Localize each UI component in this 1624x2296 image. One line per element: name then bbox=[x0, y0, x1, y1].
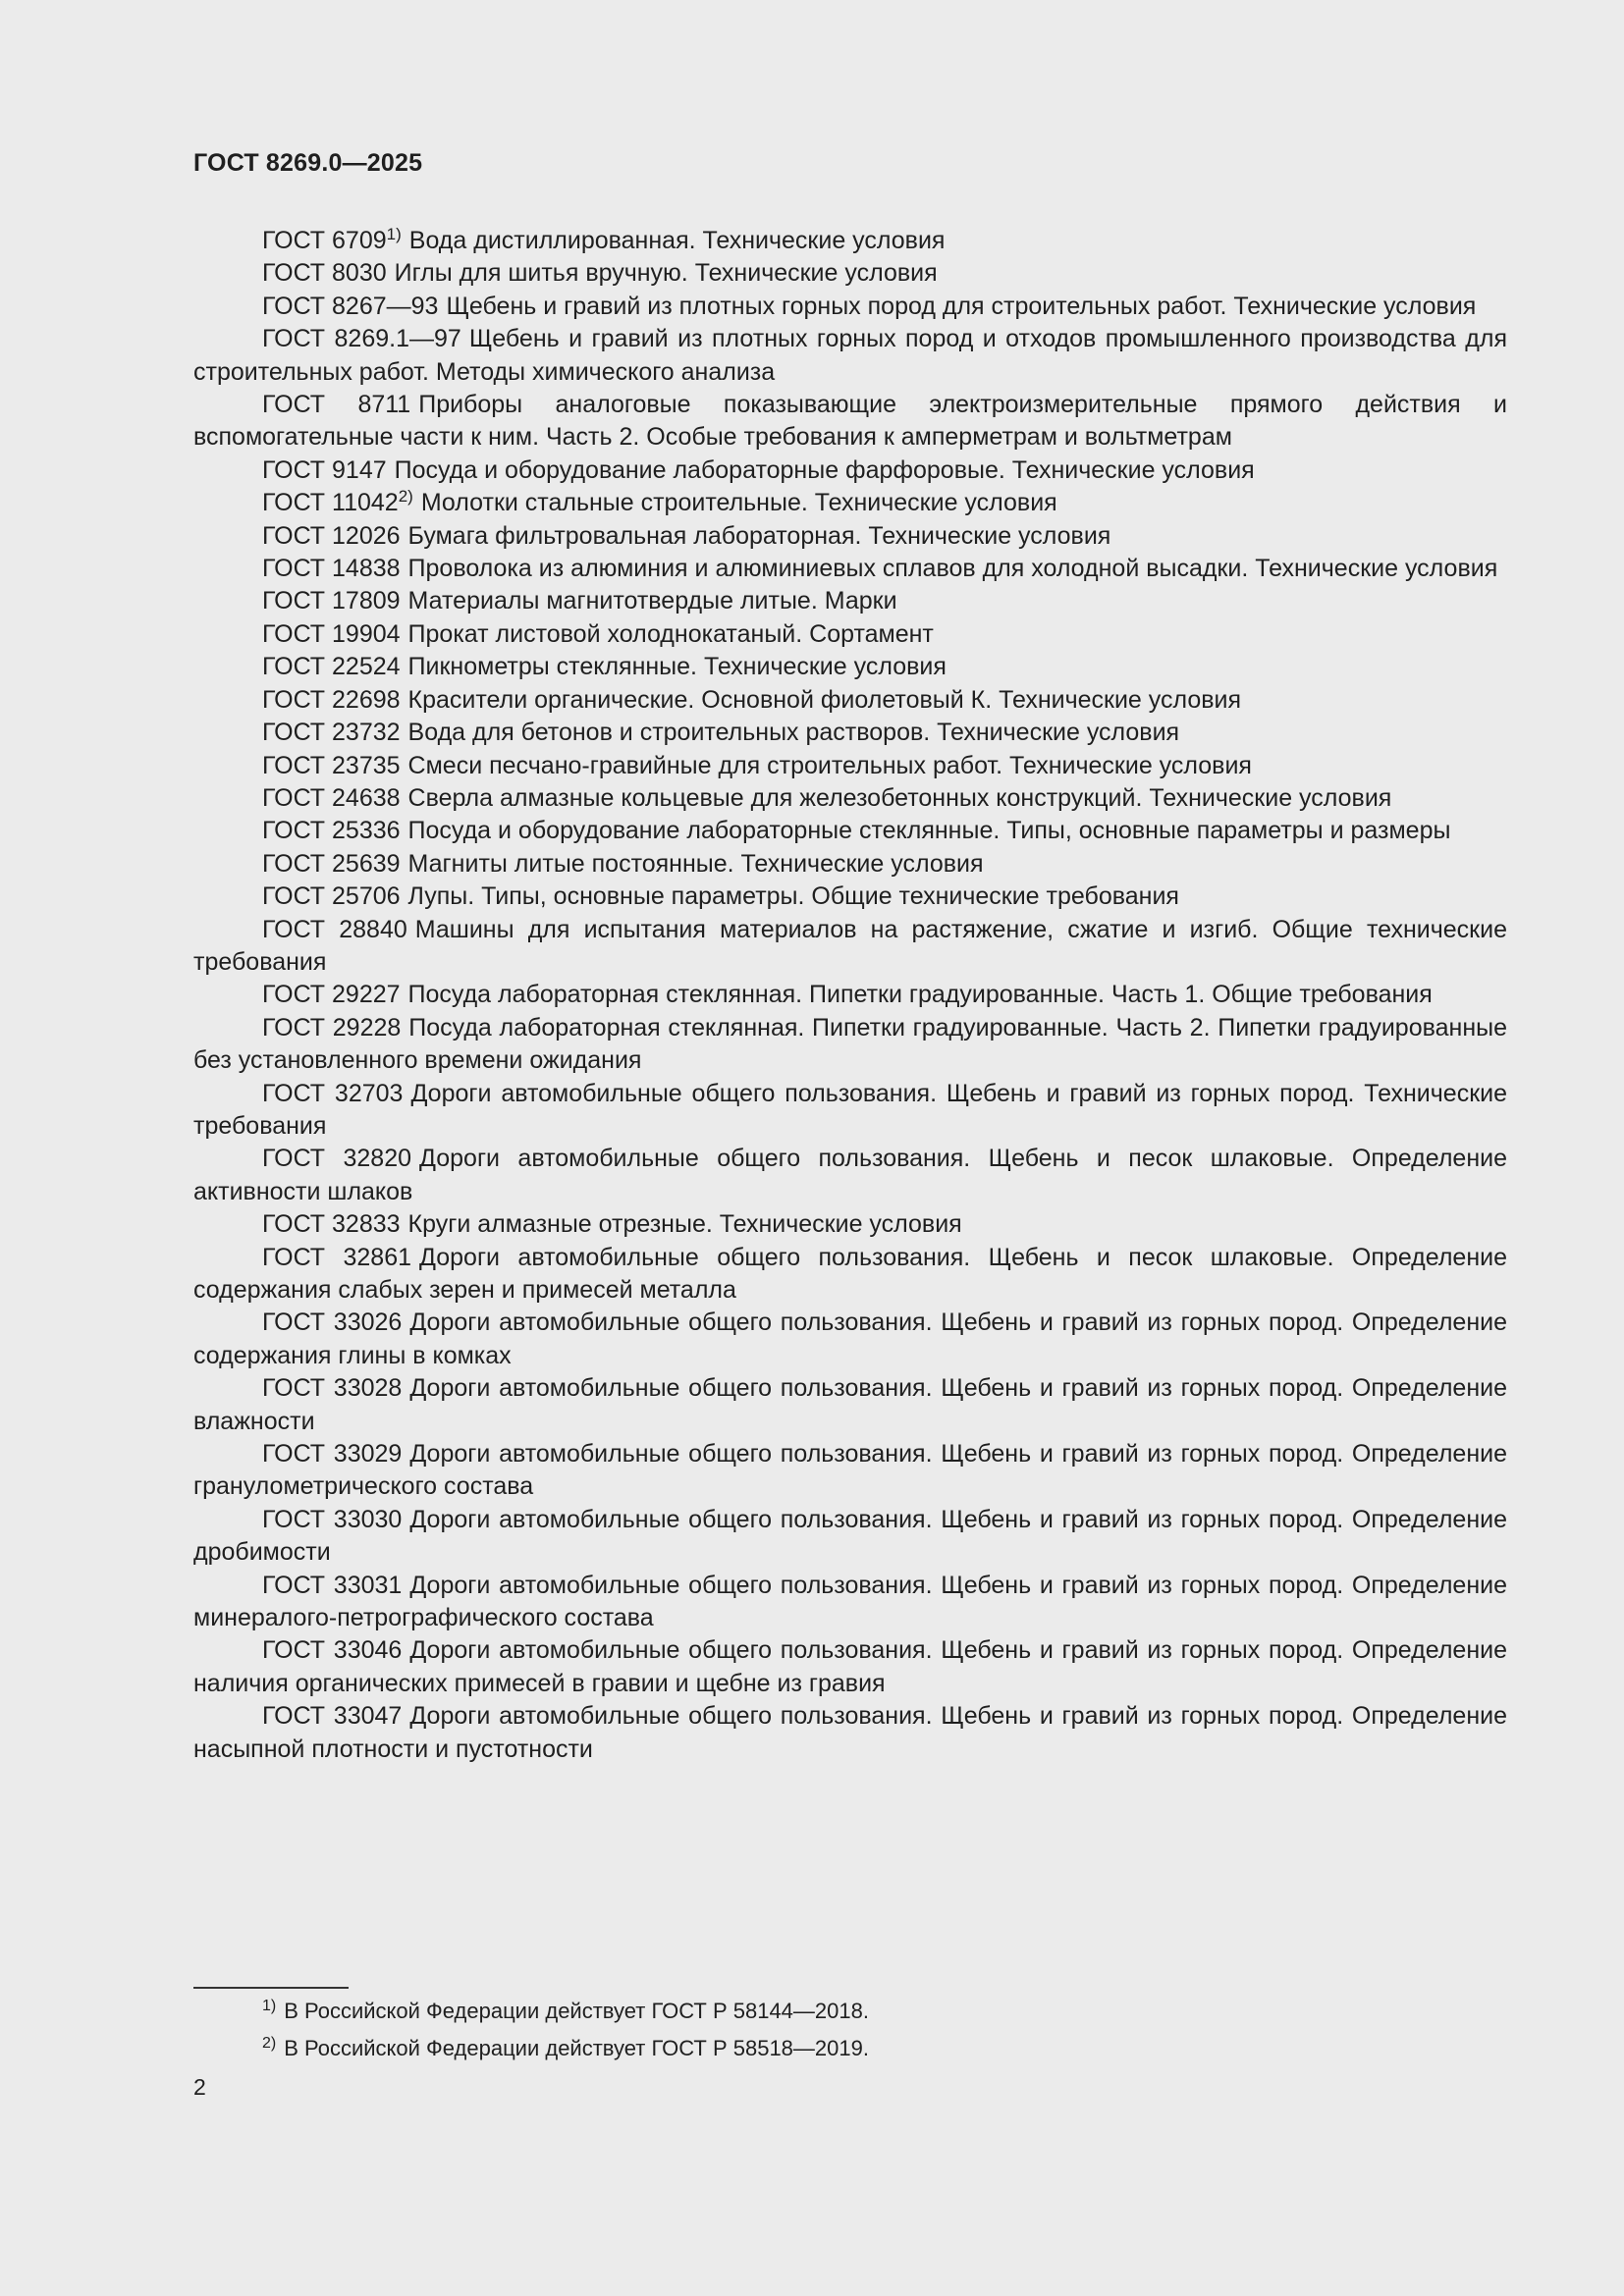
reference-title: Смеси песчано-гравийные для строительных работ. Технические условия bbox=[407, 751, 1252, 779]
footnote-marker: 1) bbox=[386, 225, 402, 243]
reference-title: Дороги автомобильные общего пользования. Щебень и гравий из горных пород. Определение насыпной плотности и пустотности bbox=[193, 1702, 1507, 1763]
reference-code: ГОСТ 9147 bbox=[262, 455, 387, 484]
reference-item bbox=[193, 225, 1507, 257]
reference-title: Посуда и оборудование лабораторные стеклянные. Типы, основные параметры и размеры bbox=[407, 817, 1451, 845]
reference-code: ГОСТ 8269.1—97 bbox=[262, 325, 461, 353]
reference-code: ГОСТ 33047 bbox=[262, 1702, 403, 1731]
footnote-text: В Российской Федерации действует ГОСТ Р 58144—2018. bbox=[284, 1999, 869, 2023]
reference-title: Молотки стальные строительные. Технические условия bbox=[420, 489, 1057, 517]
reference-item bbox=[193, 881, 1507, 913]
reference-code: ГОСТ 33030 bbox=[262, 1505, 403, 1533]
reference-item bbox=[193, 618, 1507, 651]
reference-code: ГОСТ 33028 bbox=[262, 1374, 403, 1403]
reference-code: ГОСТ 22524 bbox=[262, 653, 401, 681]
reference-code: ГОСТ 28840 bbox=[262, 915, 407, 943]
reference-code: ГОСТ 29227 bbox=[262, 981, 401, 1009]
reference-title: Дороги автомобильные общего пользования. Щебень и гравий из горных пород. Определение минералого-петрографического состава bbox=[193, 1571, 1507, 1632]
reference-code: ГОСТ 19904 bbox=[262, 619, 401, 648]
reference-title: Дороги автомобильные общего пользования. Щебень и гравий из горных пород. Определение дробимости bbox=[193, 1505, 1507, 1567]
reference-item bbox=[193, 1570, 1507, 1635]
reference-item bbox=[193, 520, 1507, 553]
reference-item bbox=[193, 1372, 1507, 1438]
reference-item bbox=[193, 717, 1507, 749]
reference-item bbox=[193, 750, 1507, 782]
reference-title: Посуда и оборудование лабораторные фарфоровые. Технические условия bbox=[394, 455, 1255, 484]
reference-code: ГОСТ 32833 bbox=[262, 1210, 401, 1239]
reference-title: Магниты литые постоянные. Технические условия bbox=[407, 849, 984, 878]
reference-item bbox=[193, 1307, 1507, 1372]
footnote-text: В Российской Федерации действует ГОСТ Р 58518—2019. bbox=[284, 2036, 869, 2060]
reference-title: Дороги автомобильные общего пользования. Щебень и гравий из горных пород. Определение содержания глины в комках bbox=[193, 1308, 1507, 1369]
reference-code: ГОСТ 29228 bbox=[262, 1013, 402, 1041]
reference-code: ГОСТ 33029 bbox=[262, 1440, 403, 1468]
reference-title: Посуда лабораторная стеклянная. Пипетки градуированные. Часть 1. Общие требования bbox=[407, 981, 1433, 1009]
reference-item bbox=[193, 914, 1507, 980]
reference-title: Дороги автомобильные общего пользования. Щебень и гравий из горных пород. Определение гранулометрического состава bbox=[193, 1440, 1507, 1501]
reference-item bbox=[193, 1143, 1507, 1208]
reference-item bbox=[193, 257, 1507, 290]
reference-title: Приборы аналоговые показывающие электроизмерительные прямого действия и вспомогательные части к ним. Часть 2. Особые требования к амперметрам и вольтметрам bbox=[193, 391, 1507, 452]
reference-code: ГОСТ 25336 bbox=[262, 817, 401, 845]
reference-title: Дороги автомобильные общего пользования. Щебень и гравий из горных пород. Определение наличия органических примесей в гравии и щебне из гравия bbox=[193, 1636, 1507, 1697]
reference-item bbox=[193, 389, 1507, 454]
footnote-mark: 2) bbox=[262, 2035, 277, 2052]
reference-title: Материалы магнитотвердые литые. Марки bbox=[407, 587, 897, 615]
reference-item bbox=[193, 454, 1507, 487]
reference-title: Дороги автомобильные общего пользования. Щебень и песок шлаковые. Определение содержания слабых зерен и примесей металла bbox=[193, 1243, 1507, 1304]
reference-code: ГОСТ 17809 bbox=[262, 587, 401, 615]
footnote-item bbox=[262, 1993, 869, 2030]
reference-title: Посуда лабораторная стеклянная. Пипетки градуированные. Часть 2. Пипетки градуированные без установленного времени ожидания bbox=[193, 1013, 1507, 1075]
reference-title: Дороги автомобильные общего пользования. Щебень и гравий из горных пород. Технические требования bbox=[193, 1079, 1507, 1140]
reference-item bbox=[193, 585, 1507, 617]
reference-title: Щебень и гравий из плотных горных пород для строительных работ. Технические условия bbox=[446, 292, 1477, 320]
reference-code: ГОСТ 25639 bbox=[262, 849, 401, 878]
reference-code: ГОСТ 25706 bbox=[262, 882, 401, 911]
footnote-marker: 2) bbox=[398, 487, 413, 507]
reference-code: ГОСТ 24638 bbox=[262, 783, 401, 812]
reference-title: Иглы для шитья вручную. Технические условия bbox=[394, 259, 938, 288]
reference-title: Красители органические. Основной фиолетовый К. Технические условия bbox=[407, 685, 1242, 714]
reference-code: ГОСТ 14838 bbox=[262, 555, 401, 583]
reference-code: ГОСТ 33026 bbox=[262, 1308, 403, 1337]
footnote-mark: 1) bbox=[262, 1998, 277, 2014]
reference-item bbox=[193, 1208, 1507, 1241]
reference-item bbox=[193, 815, 1507, 847]
reference-item bbox=[193, 651, 1507, 683]
reference-item bbox=[193, 487, 1507, 519]
reference-title: Вода для бетонов и строительных растворов. Технические условия bbox=[407, 719, 1180, 747]
reference-code: ГОСТ 12026 bbox=[262, 521, 401, 550]
reference-item bbox=[193, 1078, 1507, 1144]
reference-code: ГОСТ 23732 bbox=[262, 719, 401, 747]
reference-item bbox=[193, 848, 1507, 881]
reference-title: Сверла алмазные кольцевые для железобетонных конструкций. Технические условия bbox=[407, 783, 1392, 812]
reference-title: Дороги автомобильные общего пользования. Щебень и гравий из горных пород. Определение влажности bbox=[193, 1374, 1507, 1435]
reference-code: ГОСТ 33046 bbox=[262, 1636, 403, 1665]
reference-code: ГОСТ 32703 bbox=[262, 1079, 404, 1107]
reference-title: Прокат листовой холоднокатаный. Сортамент bbox=[407, 619, 934, 648]
reference-item bbox=[193, 1438, 1507, 1504]
reference-title: Бумага фильтровальная лабораторная. Технические условия bbox=[407, 521, 1111, 550]
reference-code: ГОСТ 32820 bbox=[262, 1145, 412, 1173]
reference-item bbox=[193, 1504, 1507, 1570]
reference-title: Лупы. Типы, основные параметры. Общие технические требования bbox=[407, 882, 1179, 911]
reference-code: ГОСТ 23735 bbox=[262, 751, 401, 779]
reference-item bbox=[193, 1634, 1507, 1700]
reference-title: Машины для испытания материалов на растяжение, сжатие и изгиб. Общие технические требования bbox=[193, 915, 1507, 976]
reference-title: Щебень и гравий из плотных горных пород и отходов промышленного производства для строительных работ. Методы химического анализа bbox=[193, 325, 1507, 386]
reference-code: ГОСТ 8030 bbox=[262, 259, 387, 288]
reference-code: ГОСТ 11042 bbox=[262, 489, 399, 517]
reference-item bbox=[193, 553, 1507, 585]
reference-title: Пикнометры стеклянные. Технические условия bbox=[407, 653, 947, 681]
footnote-divider bbox=[193, 1987, 349, 1989]
reference-code: ГОСТ 8711 bbox=[262, 391, 411, 419]
reference-code: ГОСТ 8267—93 bbox=[262, 292, 439, 320]
reference-code: ГОСТ 6709 bbox=[262, 227, 387, 254]
document-header: ГОСТ 8269.0—2025 bbox=[193, 149, 423, 177]
reference-code: ГОСТ 33031 bbox=[262, 1571, 403, 1599]
reference-title: Дороги автомобильные общего пользования. Щебень и песок шлаковые. Определение активности шлаков bbox=[193, 1145, 1507, 1205]
reference-item bbox=[193, 782, 1507, 815]
reference-item bbox=[193, 684, 1507, 717]
page-number: 2 bbox=[193, 2074, 206, 2100]
reference-item bbox=[193, 1700, 1507, 1766]
reference-title: Проволока из алюминия и алюминиевых сплавов для холодной высадки. Технические условия bbox=[407, 555, 1498, 583]
reference-item bbox=[193, 291, 1507, 323]
reference-code: ГОСТ 32861 bbox=[262, 1243, 412, 1271]
footnotes bbox=[262, 1993, 869, 2067]
reference-item bbox=[193, 1242, 1507, 1308]
reference-item bbox=[193, 323, 1507, 389]
footnote-item bbox=[262, 2030, 869, 2067]
reference-title: Вода дистиллированная. Технические условия bbox=[408, 227, 946, 254]
reference-item bbox=[193, 1012, 1507, 1078]
normative-references-list bbox=[193, 225, 1507, 1766]
reference-title: Круги алмазные отрезные. Технические условия bbox=[407, 1210, 962, 1239]
reference-code: ГОСТ 22698 bbox=[262, 685, 401, 714]
reference-item bbox=[193, 979, 1507, 1011]
